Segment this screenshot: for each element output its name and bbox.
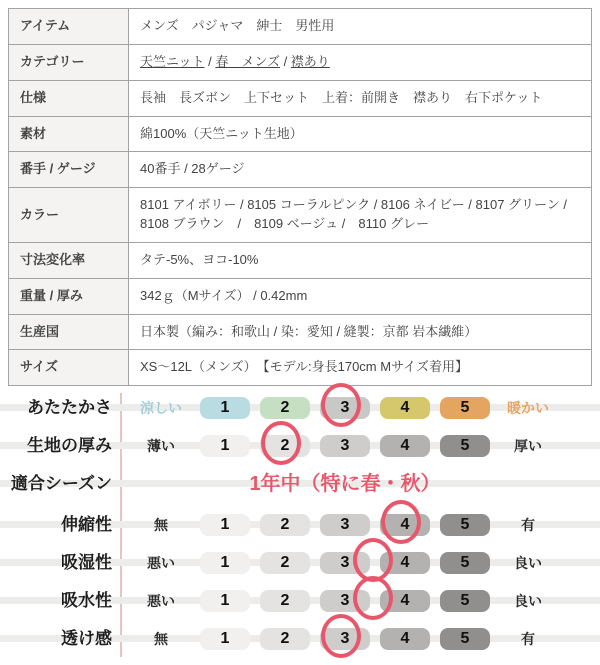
scale-pill-3: 3 bbox=[320, 552, 370, 574]
scale-min-label: 悪い bbox=[147, 593, 175, 610]
rating-label: 吸湿性 bbox=[61, 553, 112, 573]
spec-row-dimension-change bbox=[9, 242, 592, 278]
scale-pill-3: 3 bbox=[320, 590, 370, 612]
spec-value-item: メンズ パジャマ 紳士 男性用 bbox=[129, 9, 592, 45]
scale-pill-4: 4 bbox=[380, 552, 430, 574]
scale-pills bbox=[200, 514, 490, 536]
spec-value-country: 日本製（編み：和歌山 / 染：愛知 / 縫製：京都 岩本繊維） bbox=[129, 314, 592, 350]
scale-max-label: 良い bbox=[514, 593, 542, 610]
scale-pill-2: 2 bbox=[260, 397, 310, 419]
scale-pill-5: 5 bbox=[440, 435, 490, 457]
scale-pill-3: 3 bbox=[320, 397, 370, 419]
category-link-spring-mens[interactable]: 春 メンズ bbox=[215, 53, 280, 69]
scale-min-label: 薄い bbox=[147, 438, 175, 455]
spec-row-category bbox=[9, 44, 592, 80]
spec-row-size bbox=[9, 350, 592, 386]
rating-label: 生地の厚み bbox=[27, 436, 112, 456]
rating-circle-marker bbox=[321, 614, 361, 658]
spec-label-country: 生産国 bbox=[9, 314, 129, 350]
scale-pill-4: 4 bbox=[380, 435, 430, 457]
rating-label: 適合シーズン bbox=[10, 474, 112, 494]
spec-row-material bbox=[9, 116, 592, 152]
scale-pill-2: 2 bbox=[260, 590, 310, 612]
season-text: 1年中（特に春・秋） bbox=[249, 473, 441, 496]
scale-pill-5: 5 bbox=[440, 397, 490, 419]
scale-pills bbox=[200, 590, 490, 612]
scale-pill-5: 5 bbox=[440, 590, 490, 612]
scale-min-label: 無 bbox=[154, 631, 168, 648]
spec-value-spec: 長袖 長ズボン 上下セット 上着：前開き 襟あり 右下ポケット bbox=[129, 80, 592, 116]
scale-pill-1: 1 bbox=[200, 435, 250, 457]
spec-label-size: サイズ bbox=[9, 350, 129, 386]
category-separator: / bbox=[204, 53, 216, 69]
spec-value-size: XS〜12L（メンズ） 【モデル:身長170cm Mサイズ着用】 bbox=[129, 350, 592, 386]
scale-pill-1: 1 bbox=[200, 590, 250, 612]
spec-label-material: 素材 bbox=[9, 116, 129, 152]
rating-row-season bbox=[0, 465, 600, 503]
rating-row-warmth bbox=[0, 389, 600, 427]
scale-max-label: 有 bbox=[521, 517, 535, 534]
spec-value-color: 8101 アイボリー / 8105 コーラルピンク / 8106 ネイビー / 8107 グリーン / 8108 ブラウン / 8109 ベージュ / 8110 グレー bbox=[129, 188, 592, 243]
spec-value-dimension-change: タテ-5%、ヨコ-10% bbox=[129, 242, 592, 278]
spec-label-category: カテゴリー bbox=[9, 44, 129, 80]
rating-row-water bbox=[0, 582, 600, 620]
rating-circle-marker bbox=[261, 421, 301, 465]
scale-max-label: 暖かい bbox=[507, 400, 549, 417]
spec-row-country bbox=[9, 314, 592, 350]
category-link-collar[interactable]: 襟あり bbox=[290, 53, 330, 69]
category-separator: / bbox=[279, 53, 291, 69]
scale-pill-4: 4 bbox=[380, 628, 430, 650]
rating-label: 吸水性 bbox=[61, 591, 112, 611]
spec-row-weight-thickness bbox=[9, 278, 592, 314]
rating-row-thickness bbox=[0, 427, 600, 465]
spec-label-gauge: 番手 / ゲージ bbox=[9, 152, 129, 188]
spec-label-weight-thickness: 重量 / 厚み bbox=[9, 278, 129, 314]
scale-pill-4: 4 bbox=[380, 397, 430, 419]
spec-row-item bbox=[9, 9, 592, 45]
spec-value-material: 綿100%（天竺ニット生地） bbox=[129, 116, 592, 152]
scale-pill-2: 2 bbox=[260, 628, 310, 650]
rating-row-moisture bbox=[0, 544, 600, 582]
scale-pill-1: 1 bbox=[200, 514, 250, 536]
scale-pills bbox=[200, 552, 490, 574]
scale-min-label: 悪い bbox=[147, 555, 175, 572]
spec-value-gauge: 40番手 / 28ゲージ bbox=[129, 152, 592, 188]
scale-pill-2: 2 bbox=[260, 552, 310, 574]
scale-pills bbox=[200, 435, 490, 457]
spec-row-spec bbox=[9, 80, 592, 116]
spec-value-weight-thickness: 342ｇ（Mサイズ） / 0.42mm bbox=[129, 278, 592, 314]
rating-circle-marker bbox=[381, 500, 421, 544]
scale-pill-1: 1 bbox=[200, 552, 250, 574]
spec-row-gauge bbox=[9, 152, 592, 188]
scale-pill-5: 5 bbox=[440, 514, 490, 536]
scale-min-label: 涼しい bbox=[140, 400, 182, 417]
spec-label-item: アイテム bbox=[9, 9, 129, 45]
scale-max-label: 良い bbox=[514, 555, 542, 572]
scale-min-label: 無 bbox=[154, 517, 168, 534]
spec-value-category bbox=[129, 44, 592, 80]
rating-label: あたたかさ bbox=[27, 398, 112, 418]
scale-pill-3: 3 bbox=[320, 435, 370, 457]
scale-pill-5: 5 bbox=[440, 552, 490, 574]
rating-chart bbox=[0, 389, 600, 665]
scale-max-label: 有 bbox=[521, 631, 535, 648]
scale-pill-4: 4 bbox=[380, 514, 430, 536]
rating-label: 伸縮性 bbox=[61, 515, 112, 535]
scale-pill-3: 3 bbox=[320, 628, 370, 650]
rating-row-sheerness bbox=[0, 620, 600, 658]
scale-pill-2: 2 bbox=[260, 514, 310, 536]
rating-label: 透け感 bbox=[61, 629, 112, 649]
scale-pill-3: 3 bbox=[320, 514, 370, 536]
rating-circle-marker bbox=[353, 576, 393, 620]
rating-row-stretch bbox=[0, 506, 600, 544]
product-spec-table bbox=[8, 8, 592, 386]
spec-label-color: カラー bbox=[9, 188, 129, 243]
spec-row-color bbox=[9, 188, 592, 243]
spec-label-dimension-change: 寸法変化率 bbox=[9, 242, 129, 278]
scale-pill-5: 5 bbox=[440, 628, 490, 650]
spec-label-spec: 仕様 bbox=[9, 80, 129, 116]
category-link-tenjiku[interactable]: 天竺ニット bbox=[140, 53, 205, 69]
scale-pill-2: 2 bbox=[260, 435, 310, 457]
scale-pill-1: 1 bbox=[200, 628, 250, 650]
scale-pill-1: 1 bbox=[200, 397, 250, 419]
scale-max-label: 厚い bbox=[514, 438, 542, 455]
rating-circle-marker bbox=[321, 383, 361, 427]
scale-pill-4: 4 bbox=[380, 590, 430, 612]
